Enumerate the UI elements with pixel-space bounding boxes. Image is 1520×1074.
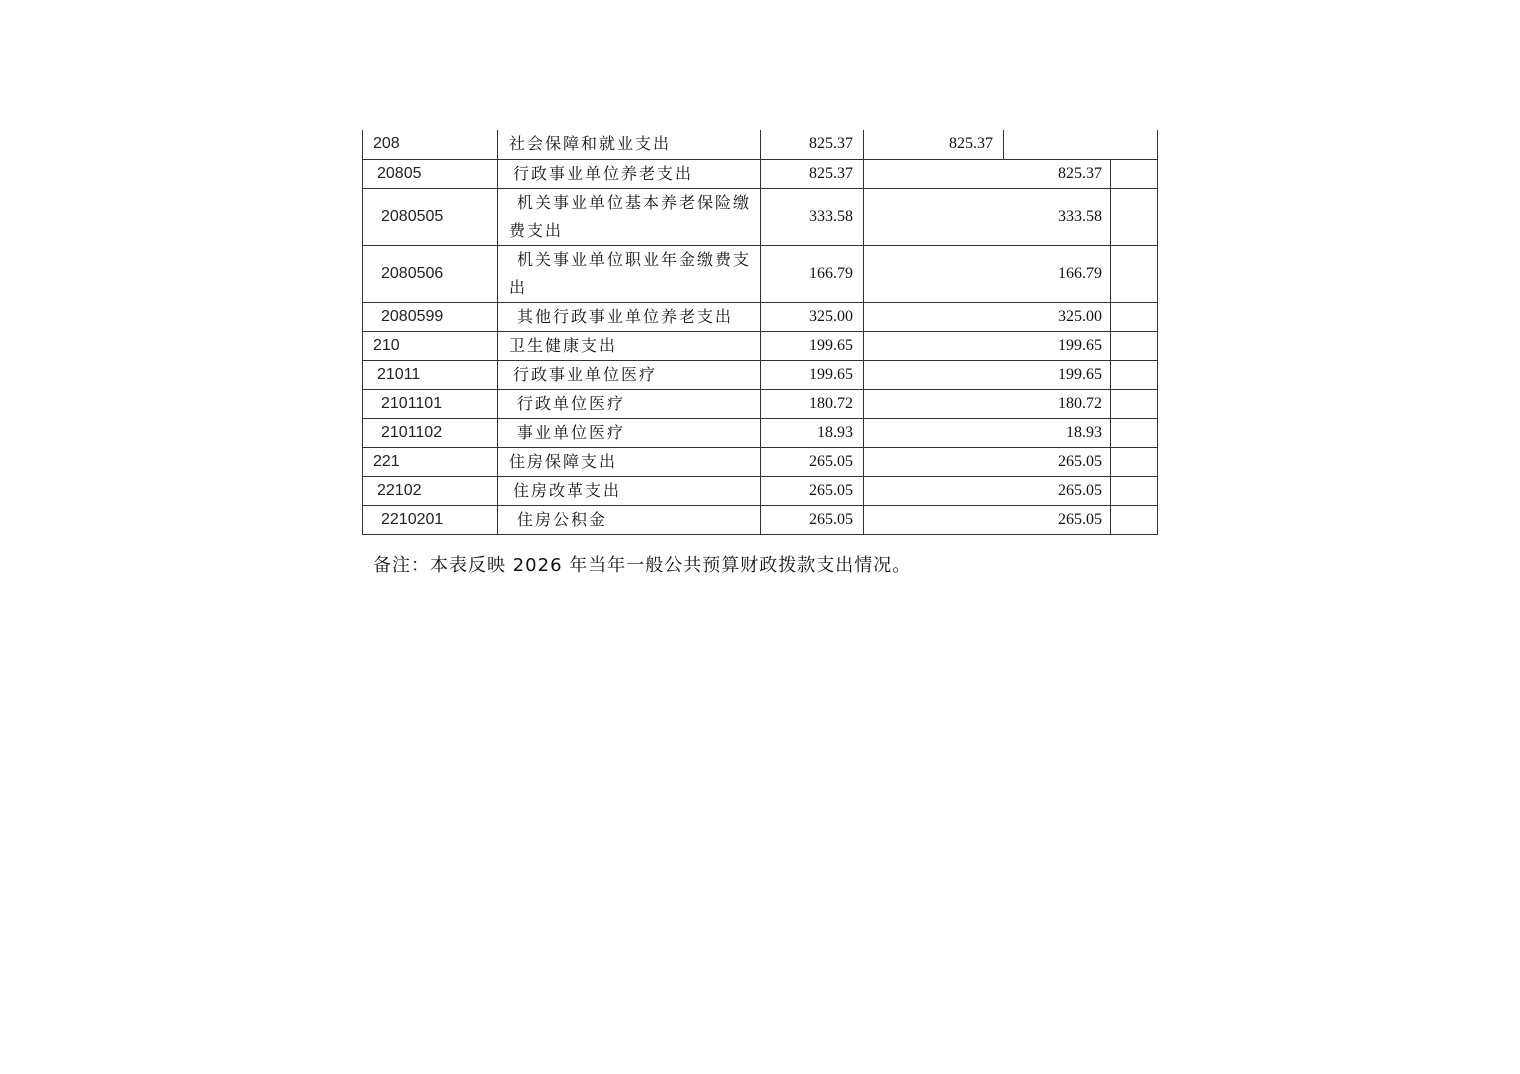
row-total: 325.00 bbox=[761, 302, 864, 331]
row-project bbox=[1111, 245, 1158, 302]
table-row bbox=[363, 360, 1158, 389]
row-basic: 265.05 bbox=[864, 505, 1111, 534]
row-name: 社会保障和就业支出 bbox=[498, 130, 761, 159]
row-basic: 199.65 bbox=[864, 331, 1111, 360]
row-total: 265.05 bbox=[761, 476, 864, 505]
row-code: 2101101 bbox=[363, 389, 498, 418]
row-code: 21011 bbox=[363, 360, 498, 389]
row-basic: 333.58 bbox=[864, 188, 1111, 245]
row-code: 208 bbox=[363, 130, 498, 159]
row-total: 166.79 bbox=[761, 245, 864, 302]
row-basic: 166.79 bbox=[864, 245, 1111, 302]
row-total: 180.72 bbox=[761, 389, 864, 418]
row-code: 22102 bbox=[363, 476, 498, 505]
table-row bbox=[363, 302, 1158, 331]
row-name: 机关事业单位职业年金缴费支出 bbox=[498, 245, 761, 302]
table-row bbox=[363, 188, 1158, 245]
table-row bbox=[363, 418, 1158, 447]
row-code: 2080599 bbox=[363, 302, 498, 331]
row-name: 事业单位医疗 bbox=[498, 418, 761, 447]
row-project bbox=[1111, 418, 1158, 447]
row-name: 行政事业单位医疗 bbox=[498, 360, 761, 389]
row-basic: 265.05 bbox=[864, 447, 1111, 476]
row-basic: 199.65 bbox=[864, 360, 1111, 389]
row-code: 2210201 bbox=[363, 505, 498, 534]
row-project bbox=[1111, 331, 1158, 360]
row-total: 18.93 bbox=[761, 418, 864, 447]
row-name: 其他行政事业单位养老支出 bbox=[498, 302, 761, 331]
row-name: 机关事业单位基本养老保险缴费支出 bbox=[498, 188, 761, 245]
row-total: 199.65 bbox=[761, 360, 864, 389]
row-code: 2080505 bbox=[363, 188, 498, 245]
table-row bbox=[363, 505, 1158, 534]
budget-table-container bbox=[362, 130, 1158, 535]
row-code: 2080506 bbox=[363, 245, 498, 302]
row-name: 住房公积金 bbox=[498, 505, 761, 534]
table-row bbox=[363, 159, 1158, 188]
table-row bbox=[363, 389, 1158, 418]
table-note: 备注：本表反映 2026 年当年一般公共预算财政拨款支出情况。 bbox=[373, 555, 912, 576]
row-code: 221 bbox=[363, 447, 498, 476]
table-row bbox=[363, 476, 1158, 505]
row-total: 265.05 bbox=[761, 447, 864, 476]
row-name: 行政事业单位养老支出 bbox=[498, 159, 761, 188]
row-project bbox=[1111, 188, 1158, 245]
row-project bbox=[1111, 389, 1158, 418]
row-name: 住房改革支出 bbox=[498, 476, 761, 505]
row-total: 825.37 bbox=[761, 130, 864, 159]
row-basic: 18.93 bbox=[864, 418, 1111, 447]
row-name: 行政单位医疗 bbox=[498, 389, 761, 418]
table-row bbox=[363, 130, 1158, 159]
row-basic: 825.37 bbox=[864, 130, 1004, 159]
row-basic: 325.00 bbox=[864, 302, 1111, 331]
table-row bbox=[363, 447, 1158, 476]
row-total: 199.65 bbox=[761, 331, 864, 360]
row-code: 20805 bbox=[363, 159, 498, 188]
row-project bbox=[1111, 505, 1158, 534]
budget-table bbox=[362, 130, 1158, 535]
row-basic: 265.05 bbox=[864, 476, 1111, 505]
row-total: 825.37 bbox=[761, 159, 864, 188]
row-name: 卫生健康支出 bbox=[498, 331, 761, 360]
table-row bbox=[363, 245, 1158, 302]
row-code: 210 bbox=[363, 331, 498, 360]
row-project bbox=[1111, 447, 1158, 476]
row-project bbox=[1004, 130, 1158, 159]
row-project bbox=[1111, 302, 1158, 331]
row-basic: 825.37 bbox=[864, 159, 1111, 188]
row-project bbox=[1111, 360, 1158, 389]
row-project bbox=[1111, 159, 1158, 188]
row-name: 住房保障支出 bbox=[498, 447, 761, 476]
table-row bbox=[363, 331, 1158, 360]
row-basic: 180.72 bbox=[864, 389, 1111, 418]
row-total: 333.58 bbox=[761, 188, 864, 245]
row-code: 2101102 bbox=[363, 418, 498, 447]
row-project bbox=[1111, 476, 1158, 505]
row-total: 265.05 bbox=[761, 505, 864, 534]
